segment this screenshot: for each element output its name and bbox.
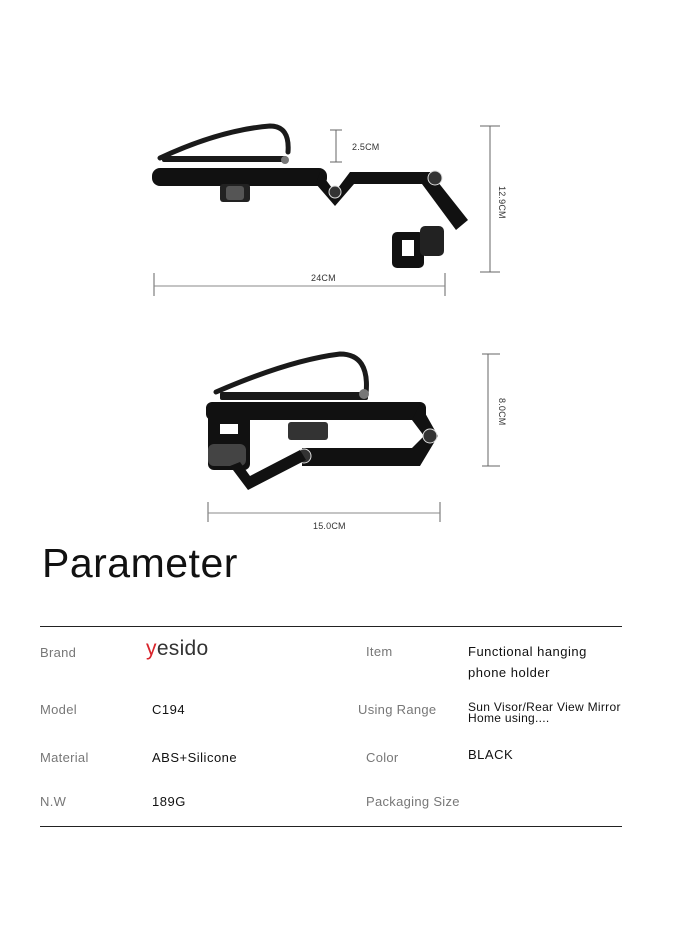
net-weight-value: 189G <box>152 794 186 809</box>
item-value-line2: phone holder <box>468 665 550 680</box>
material-value: ABS+Silicone <box>152 750 238 765</box>
using-range-value-line1: Sun Visor/Rear View Mirror <box>468 700 621 714</box>
material-label: Material <box>40 750 89 765</box>
color-label: Color <box>366 750 399 765</box>
extended-holder-diagram <box>140 110 540 300</box>
model-label: Model <box>40 702 77 717</box>
using-range-value-line2: Home using.... <box>468 711 550 725</box>
item-label: Item <box>366 644 393 659</box>
logo-accent-letter: y <box>146 637 157 660</box>
phone-holder-extended-illustration <box>140 110 540 300</box>
folded-height-dimension-label: 8.0CM <box>497 398 507 426</box>
width-dimension-label: 24CM <box>311 273 336 283</box>
model-value: C194 <box>152 702 186 717</box>
logo-text: esido <box>156 637 209 660</box>
height-dimension-label: 12.9CM <box>497 186 507 219</box>
phone-holder-folded-illustration <box>190 340 520 540</box>
thickness-dimension-label: 2.5CM <box>352 142 380 152</box>
folded-width-dimension-label: 15.0CM <box>313 521 346 531</box>
page-title: Parameter <box>42 540 238 586</box>
item-value-line1: Functional hanging <box>468 644 587 659</box>
top-divider <box>40 626 622 627</box>
packaging-size-label: Packaging Size <box>366 794 460 809</box>
brand-logo <box>146 637 209 661</box>
bottom-divider <box>40 826 622 827</box>
using-range-label: Using Range <box>358 702 437 717</box>
net-weight-label: N.W <box>40 794 67 809</box>
brand-label: Brand <box>40 645 77 660</box>
folded-holder-diagram <box>190 340 520 540</box>
color-value: BLACK <box>468 747 514 762</box>
